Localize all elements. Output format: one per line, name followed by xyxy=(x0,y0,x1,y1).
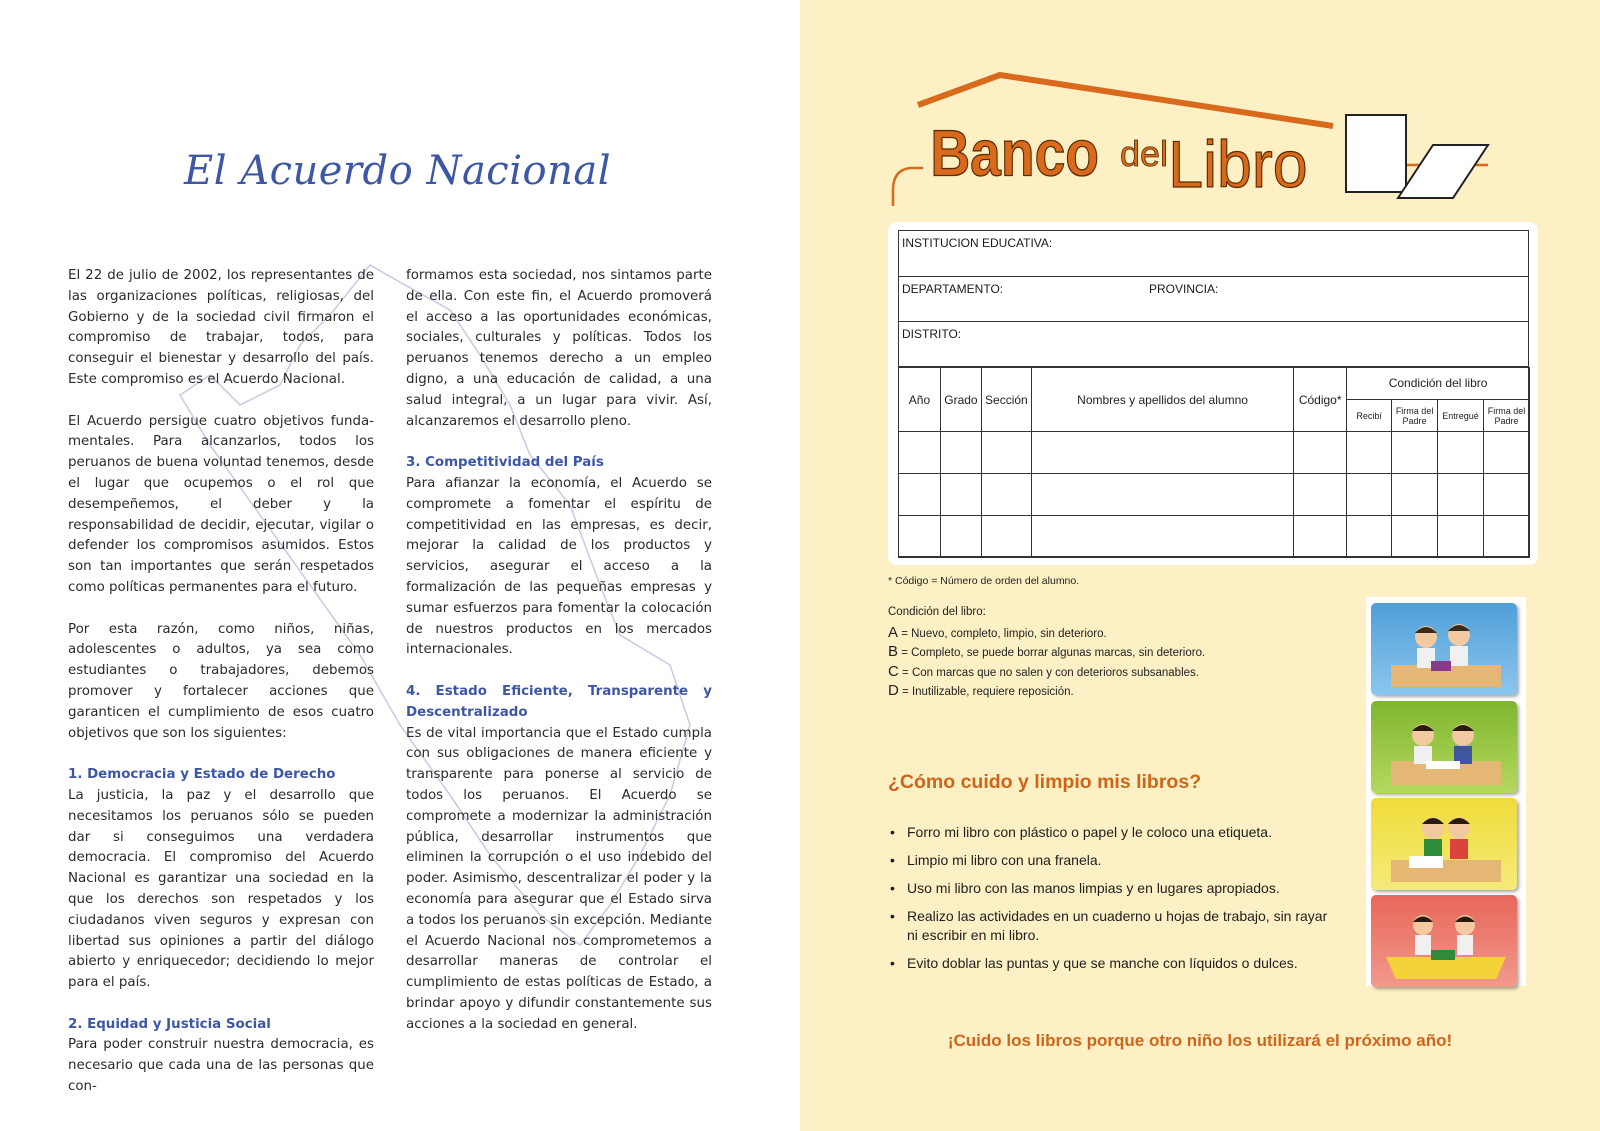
condition-letter: D xyxy=(888,682,899,699)
illustration-strip xyxy=(1366,597,1526,986)
subheader-recibi: Recibí xyxy=(1347,399,1392,432)
footer-slogan: ¡Cuido los libros porque otro niño los utilizará el próximo año! xyxy=(947,1031,1453,1050)
section-heading: 1. Democracia y Estado de Derecho xyxy=(68,767,336,783)
page-title: El Acuerdo Nacional xyxy=(184,148,611,194)
list-item: • Evito doblar las puntas y que se manche con líquidos o dulces. xyxy=(888,954,1328,973)
table-row xyxy=(899,474,1530,516)
paragraph: El Acuerdo persigue cuatro objetivos funda- mentales. Para alcanzarlos, todos los peruanos de buena voluntad tenemos, desde el lugar que ocupemos o el rol que desempeñemos, el deber y la responsabilidad de decidir, ejecutar, vigilar o defender los compromisos asumidos. Estos son tan importantes que serán respetados como políticas permanentes para el futuro. xyxy=(68,413,374,595)
paragraph: Para poder construir nuestra democracia, es necesario que cada una de las personas que con- xyxy=(68,1037,374,1095)
subheader-firma-padre: Firma del Padre xyxy=(1484,399,1530,432)
condition-text: = Nuevo, completo, limpio, sin deterioro. xyxy=(898,627,1107,640)
illustration-children-studying-green xyxy=(1371,701,1517,793)
banco-del-libro-logo xyxy=(888,60,1528,220)
provincia-label: PROVINCIA: xyxy=(1149,282,1219,296)
paragraph: La justicia, la paz y el desarrollo que necesitamos los peruanos sólo se pueden dar si conseguimos una verdadera democracia. El compromiso del Acuerdo Nacional es garantizar una sociedad en la que los derechos son respetados y los ciudadanos viven seguros y expresan con libertad sus opiniones a partir del diálogo abierto y enriquecedor; decidiendo lo mejor para el país. xyxy=(68,787,374,991)
condition-item xyxy=(888,662,1205,682)
form-row-distrito xyxy=(899,322,1528,367)
section-heading: 2. Equidad y Justicia Social xyxy=(68,1016,271,1032)
right-page xyxy=(800,0,1600,1131)
form-row-departamento xyxy=(899,277,1528,322)
table-row xyxy=(899,516,1530,558)
paragraph: Para afianzar la economía, el Acuerdo se compromete a fomentar el espíritu de competitividad en las empresas, es decir, mejorar la calidad de los productos y servicios, asegurar el acceso a la formalización de las pequeñas empresas y sumar esfuerzos para fomentar la colocación de nuestros productos en los mercados internacionales. xyxy=(406,475,712,658)
illustration-children-book-yellow xyxy=(1371,798,1517,890)
codigo-footnote: * Código = Número de orden del alumno. xyxy=(888,575,1080,587)
text-column-right xyxy=(406,266,712,1035)
list-item: • Realizo las actividades en un cuaderno u hojas de trabajo, sin rayar ni escribir en mi libro. xyxy=(888,907,1328,945)
condition-item xyxy=(888,642,1205,662)
col-header-anio: Año xyxy=(899,368,941,432)
section-heading: 3. Competitividad del País xyxy=(406,455,604,471)
text-column-left xyxy=(68,266,374,1098)
logo-word-libro: Libro xyxy=(1168,127,1308,202)
condition-letter: A xyxy=(888,623,899,641)
care-tips-list xyxy=(888,823,1328,982)
illustration-children-table-red xyxy=(1371,895,1517,987)
logo-word-banco: Banco xyxy=(930,117,1100,190)
list-item: • Limpio mi libro con una franela. xyxy=(888,851,1328,870)
registration-form-card xyxy=(888,222,1538,565)
condition-legend-title: Condición del libro: xyxy=(888,606,986,618)
condition-text: = Con marcas que no salen y con deterioros subsanables. xyxy=(898,666,1199,679)
form-row-institucion xyxy=(899,231,1528,277)
paragraph: Por esta razón, como niños, niñas, adolescentes o adultos, ya sea como estudiantes o trabajadores, debemos promover y fortalecer acciones que garanticen el cumplimiento de esos cuatro objetivos que son los siguientes: xyxy=(68,621,374,741)
subheader-entregue: Entregué xyxy=(1438,399,1484,432)
col-header-grado: Grado xyxy=(940,368,981,432)
col-header-codigo: Código* xyxy=(1294,368,1347,432)
list-item: • Forro mi libro con plástico o papel y le coloco una etiqueta. xyxy=(888,823,1328,842)
condition-letter: B xyxy=(888,643,899,660)
logo-word-del: del xyxy=(1120,133,1169,174)
condition-item xyxy=(888,623,1205,643)
condition-item xyxy=(888,681,1205,701)
paragraph: Es de vital importancia que el Estado cumpla con sus obligaciones de manera eficiente y transparente para ponerse al servicio de todos los peruanos. El Acuerdo se compromete a modernizar la administración pública, desarrollar instrumentos que eliminen la corrupción o el uso indebido del poder. Asimismo, descentralizar el poder y la economía para asegurar que el Estado sirva a todos los peruanos sin excepción. Mediante el Acuerdo Nacional nos comprometemos a desarrollar maneras de controlar el cumplimiento de estas políticas de Estado, a brindar apoyo y difundir constantemente sus acciones a la sociedad en general. xyxy=(406,725,712,1032)
departamento-label: DEPARTAMENTO: xyxy=(902,282,1004,296)
condition-legend xyxy=(888,603,1205,701)
illustration-children-reading-blue xyxy=(1371,603,1517,695)
col-header-nombres: Nombres y apellidos del alumno xyxy=(1031,368,1293,432)
col-header-seccion: Sección xyxy=(981,368,1031,432)
paragraph: formamos esta sociedad, nos sintamos parte de ella. Con este fin, el Acuerdo promoverá el acceso a las oportunidades económicas, sociales, culturales y políticas. Todos los peruanos tenemos derecho a un empleo digno, a una educación de calidad, a una salud integral, a un lugar para vivir. Así, alcanzaremos el desarrollo pleno. xyxy=(406,268,712,429)
table-row xyxy=(899,432,1530,474)
section-heading: 4. Estado Eficiente, Transparente y Descentralizado xyxy=(406,683,712,720)
book-loan-table xyxy=(898,367,1530,558)
distrito-label: DISTRITO: xyxy=(902,327,962,341)
paragraph: El 22 de julio de 2002, los representantes de las organizaciones políticas, religiosas, del Gobierno y de la sociedad civil firmaron el compromiso de trabajar, todos, para conseguir el bienestar y desarrollo del país. Este compromiso es el Acuerdo Nacional. xyxy=(68,268,374,387)
condition-letter: C xyxy=(888,662,899,680)
subheader-firma-padre: Firma del Padre xyxy=(1392,399,1438,432)
registration-form xyxy=(898,230,1529,557)
condition-text: = Inutilizable, requiere reposición. xyxy=(898,686,1074,698)
list-item: • Uso mi libro con las manos limpias y en lugares apropiados. xyxy=(888,879,1328,898)
condition-text: = Completo, se puede borrar algunas marcas, sin deterioro. xyxy=(898,647,1206,659)
institucion-label: INSTITUCION EDUCATIVA: xyxy=(902,236,1053,250)
care-section-title: ¿Cómo cuido y limpio mis libros? xyxy=(888,771,1202,793)
col-header-condicion: Condición del libro xyxy=(1347,368,1530,400)
